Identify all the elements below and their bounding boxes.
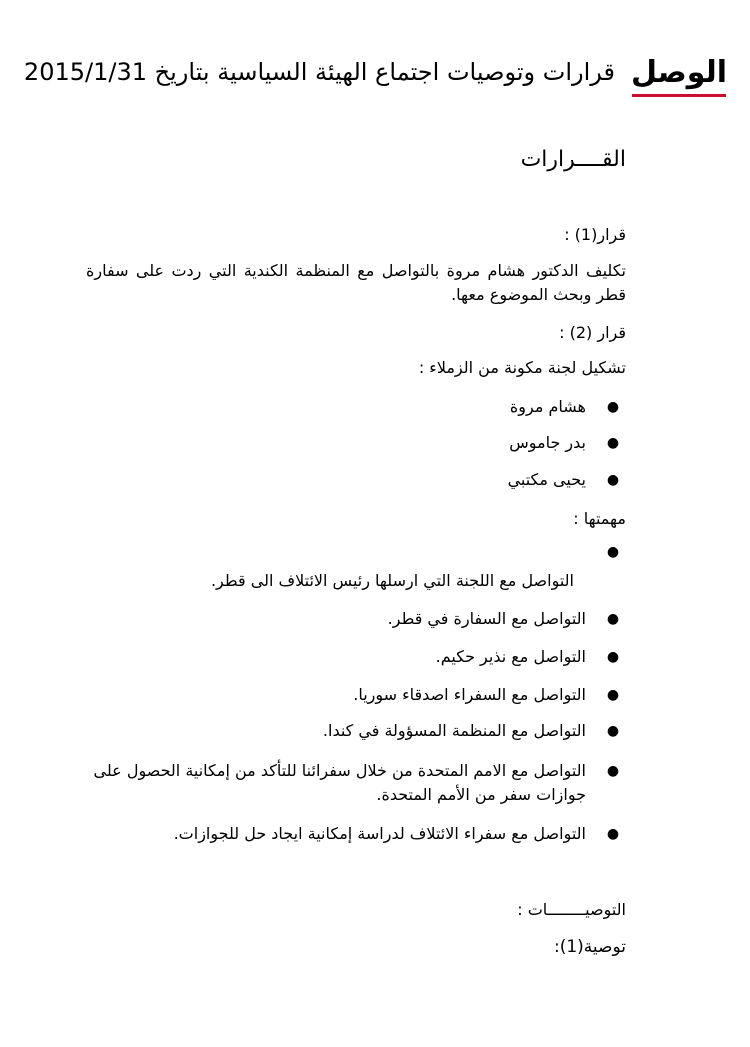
task-list-item: ● التواصل مع الامم المتحدة من خلال سفرائنا للتأكد من إمكانية الحصول على جوازات سفر من الأمم المتحدة. — [92, 759, 626, 807]
member-list-item: ● بدر جاموس — [509, 431, 626, 455]
decision-1-label: قرار(1) : — [564, 225, 626, 244]
member-list-item: ● يحيى مكتبي — [508, 468, 626, 492]
bullet-icon: ● — [606, 649, 620, 665]
bullet-icon: ● — [606, 399, 620, 415]
bullet-icon: ● — [606, 763, 620, 779]
bullet-icon: ● — [606, 826, 620, 842]
decisions-heading: القــــرارات — [520, 147, 626, 172]
recommendation-1-label: توصية(1): — [553, 937, 626, 957]
svg-text:الوصل: الوصل — [630, 55, 728, 90]
recommendations-heading: التوصيــــــــات : — [517, 900, 626, 919]
task-list-item: ● التواصل مع المنظمة المسؤولة في كندا. — [323, 719, 626, 743]
bullet-icon: ● — [606, 611, 620, 627]
member-list-item: ● هشام مروة — [510, 395, 626, 419]
document-title: قرارات وتوصيات اجتماع الهيئة السياسية بتاريخ 2015/1/31 — [23, 58, 615, 86]
zaman-alwsl-logo — [630, 20, 728, 125]
task-list-item: ● التواصل مع نذير حكيم. — [436, 645, 626, 669]
task-list-item — [600, 540, 626, 564]
bullet-icon: ● — [606, 435, 620, 451]
bullet-icon: ● — [606, 723, 620, 739]
task-text: التواصل مع اللجنة التي ارسلها رئيس الائتلاف الى قطر. — [210, 571, 574, 590]
decision-2-intro: تشكيل لجنة مكونة من الزملاء : — [418, 358, 626, 377]
task-list-item: ● التواصل مع السفارة في قطر. — [388, 607, 626, 631]
task-list-item: ● التواصل مع السفراء اصدقاء سوريا. — [353, 683, 626, 707]
task-list-item: ● التواصل مع سفراء الائتلاف لدراسة إمكانية ايجاد حل للجوازات. — [174, 822, 626, 846]
tasks-label: مهمتها : — [573, 509, 626, 528]
bullet-icon: ● — [606, 472, 620, 488]
decision-1-text: تكليف الدكتور هشام مروة بالتواصل مع المنظمة الكندية التي ردت على سفارة قطر وبحث الموضوع معها. — [86, 261, 626, 304]
bullet-icon: ● — [606, 544, 620, 560]
bullet-icon: ● — [606, 687, 620, 703]
decision-2-label: قرار (2) : — [559, 323, 626, 342]
